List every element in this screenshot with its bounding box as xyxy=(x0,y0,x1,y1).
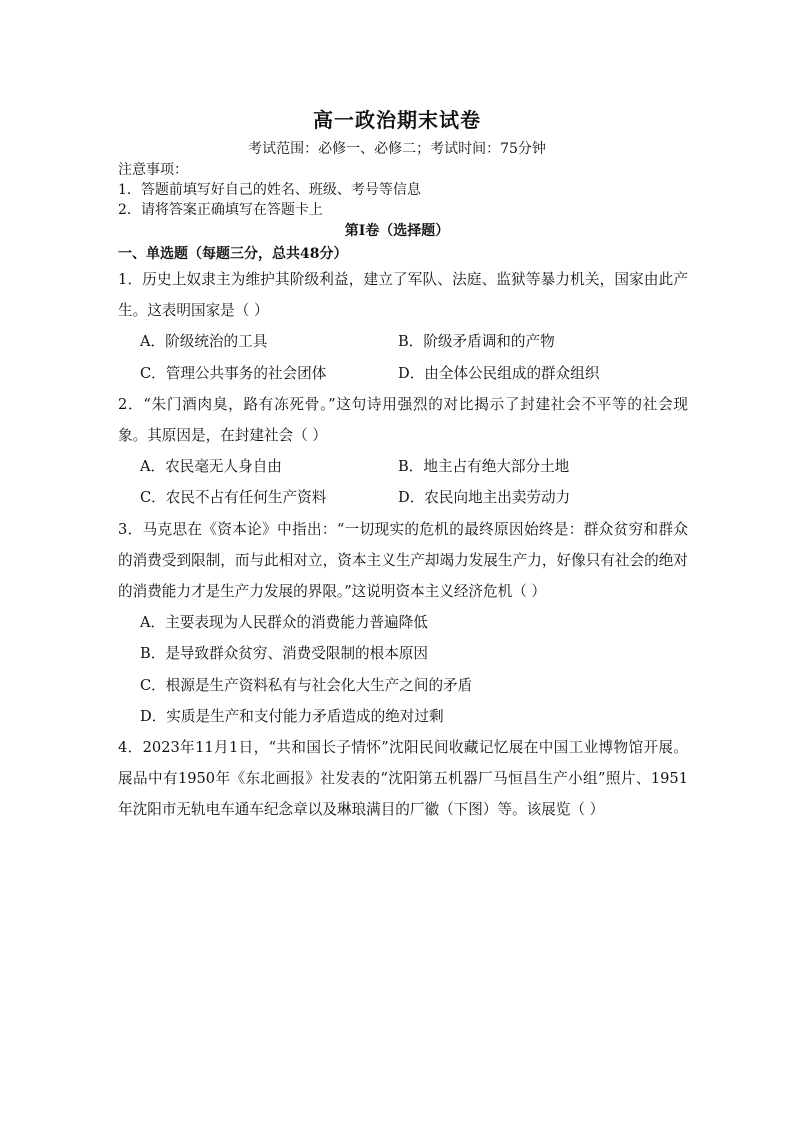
page-title: 高一政治期末试卷 xyxy=(313,108,481,132)
notes-item: 1．答题前填写好自己的姓名、班级、考号等信息 xyxy=(118,182,421,198)
option-d: D．由全体公民组成的群众组织 xyxy=(398,364,600,382)
question-2 xyxy=(118,389,688,514)
option-a: A．阶级统治的工具 xyxy=(140,333,268,351)
option-d: D．实质是生产和支付能力矛盾造成的绝对过剩 xyxy=(140,707,444,725)
question-stem: 1．历史上奴隶主为维护其阶级利益，建立了军队、法庭、监狱等暴力机关，国家由此产生。这表明国家是（ ） xyxy=(118,271,688,320)
option-a: A．农民毫无人身自由 xyxy=(140,458,282,476)
options-grid xyxy=(118,451,688,513)
option-d: D．农民向地主出卖劳动力 xyxy=(398,489,571,507)
option-b: B．阶级矛盾调和的产物 xyxy=(398,333,555,351)
option-b: B．地主占有绝大部分土地 xyxy=(398,458,570,476)
section-title: 第I卷（选择题） xyxy=(344,223,450,239)
notes-item: 2．请将答案正确填写在答题卡上 xyxy=(118,202,323,218)
option-c: C．根源是生产资料私有与社会化大生产之间的矛盾 xyxy=(140,676,473,694)
part-heading: 一、单选题（每题三分，总共48分） xyxy=(118,246,348,262)
question-1 xyxy=(118,264,688,389)
exam-info: 考试范围：必修一、必修二；考试时间：75分钟 xyxy=(248,141,546,157)
question-3 xyxy=(118,514,688,732)
notes-block xyxy=(118,160,421,220)
question-4 xyxy=(118,732,688,826)
notes-heading: 注意事项： xyxy=(118,162,188,178)
options-list xyxy=(118,607,688,732)
option-b: B．是导致群众贫穷、消费受限制的根本原因 xyxy=(140,645,429,663)
question-stem: 3．马克思在《资本论》中指出：“一切现实的危机的最终原因始终是：群众贫穷和群众的消费受到限制，而与此相对立，资本主义生产却竭力发展生产力，好像只有社会的绝对的消费能力才是生产力发展的界限。”这说明资本主义经济危机（ ） xyxy=(118,520,688,601)
option-c: C．农民不占有任何生产资料 xyxy=(140,489,327,507)
option-a: A．主要表现为人民群众的消费能力普遍降低 xyxy=(140,614,428,632)
question-stem: 2．“朱门酒肉臭，路有冻死骨。”这句诗用强烈的对比揭示了封建社会不平等的社会现象。其原因是，在封建社会（ ） xyxy=(118,395,688,445)
options-grid xyxy=(118,326,688,388)
option-c: C．管理公共事务的社会团体 xyxy=(140,364,327,382)
question-stem: 4．2023年11月1日，“共和国长子情怀”沈阳民间收藏记忆展在中国工业博物馆开展。展品中有1950年《东北画报》社发表的“沈阳第五机器厂马恒昌生产小组”照片、1951年沈阳市无轨电车通车纪念章以及琳琅满目的厂徽（下图）等。该展览（ ） xyxy=(118,739,688,819)
question-list xyxy=(118,264,688,826)
